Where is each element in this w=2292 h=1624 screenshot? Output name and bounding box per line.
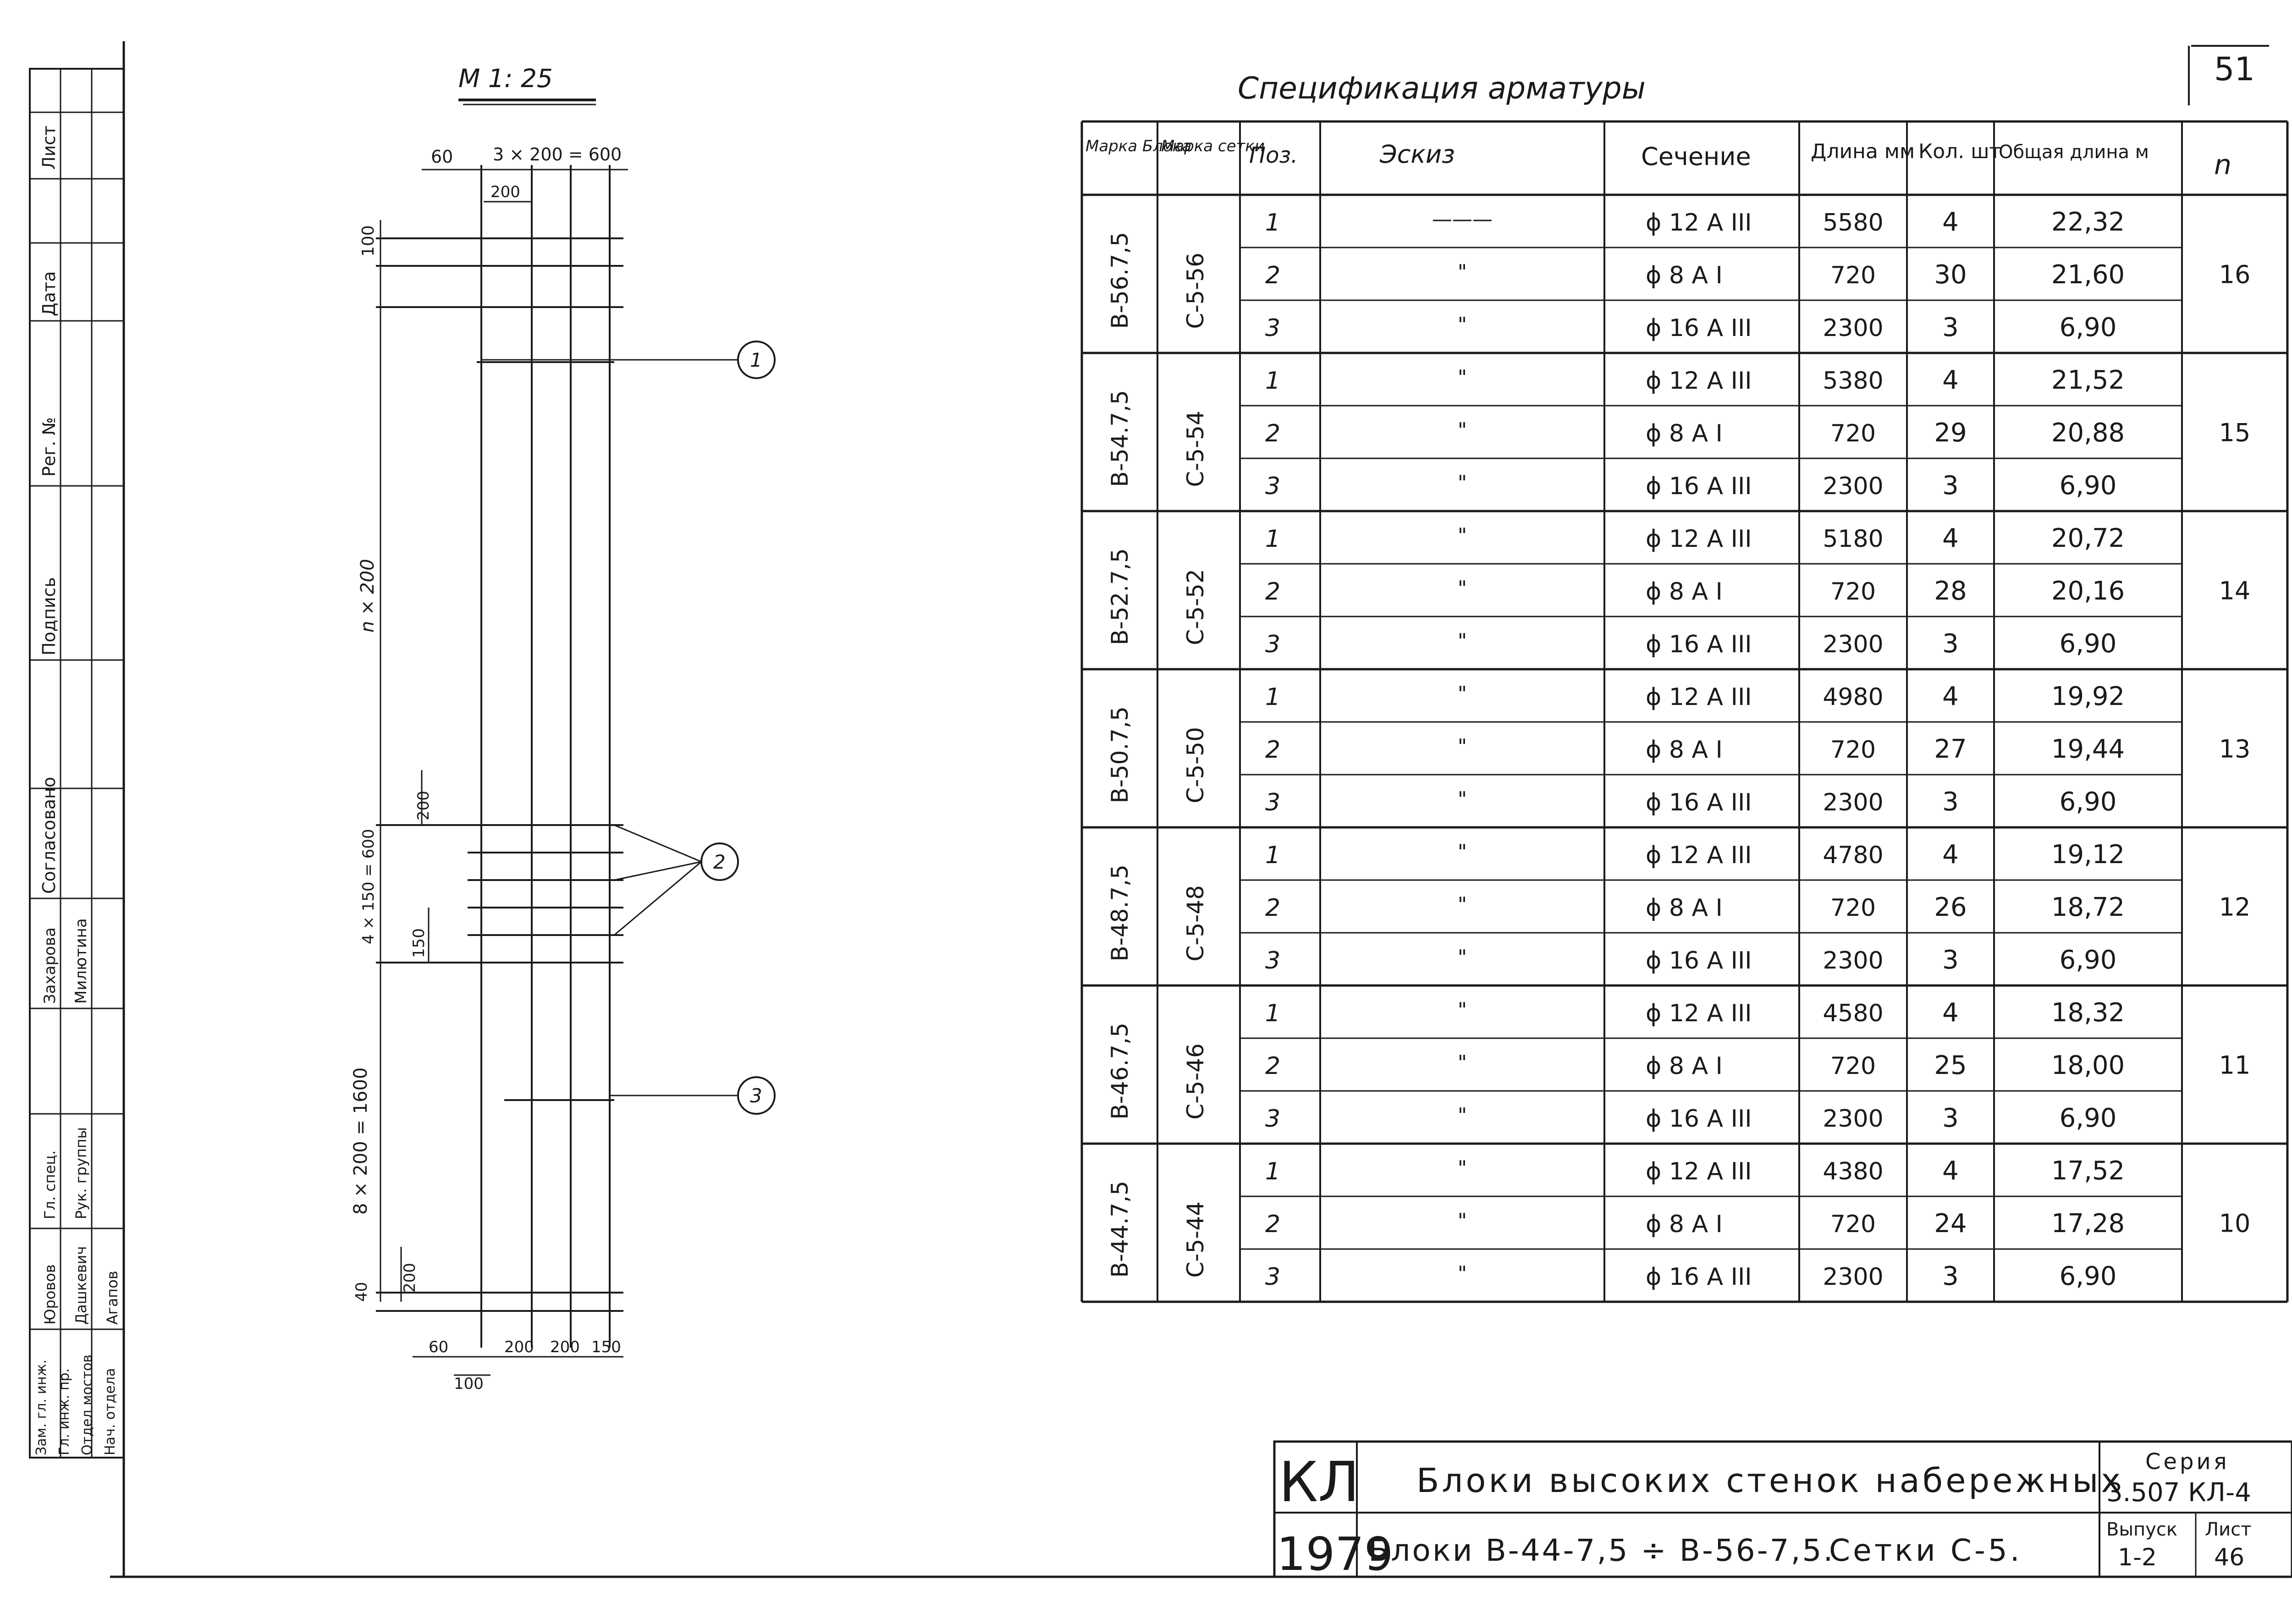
subtitle-left: Блоки В-44-7,5 ÷ В-56-7,5.: [1368, 1533, 1835, 1568]
row-qty: 4: [1942, 523, 1959, 553]
dim-bottom-sub: 100: [454, 1375, 484, 1393]
row-section: ϕ 12 А III: [1646, 367, 1752, 395]
row-qty: 29: [1934, 418, 1967, 448]
row-section: ϕ 12 А III: [1646, 842, 1752, 869]
header-block: Марка Блока: [1085, 137, 1192, 155]
row-qty: 3: [1942, 629, 1959, 659]
row-section: ϕ 8 А I: [1646, 420, 1723, 447]
block-mark: В-44.7,5: [1107, 1181, 1133, 1278]
row-total: 19,12: [2051, 840, 2125, 870]
dim-left-150: 150: [410, 928, 428, 958]
row-qty: 3: [1942, 1103, 1959, 1133]
row-pos: 2: [1265, 262, 1281, 289]
row-pos: 3: [1265, 947, 1281, 974]
stamp-label-sheet: Лист: [39, 125, 59, 170]
row-pos: 3: [1265, 631, 1281, 658]
header-n: n: [2214, 149, 2232, 181]
mesh-mark: С-5-46: [1182, 1043, 1209, 1120]
dim-left-bottom-200: 200: [401, 1263, 419, 1293]
title-block: [1274, 1442, 2292, 1581]
row-qty: 3: [1942, 787, 1959, 817]
dim-top-left: 60: [431, 147, 453, 167]
block-mark: В-56.7,5: [1107, 232, 1133, 329]
row-total: 18,72: [2051, 892, 2125, 922]
row-sketch: ": [1457, 1104, 1467, 1127]
header-mesh: Марка сетки: [1161, 137, 1265, 155]
sheet-label: Лист: [2205, 1519, 2252, 1540]
stamp-name2-b: Милютина: [72, 918, 90, 1004]
row-section: ϕ 16 А III: [1646, 314, 1752, 342]
issue-label: Выпуск: [2106, 1519, 2177, 1540]
row-length: 720: [1830, 1052, 1876, 1080]
row-sketch: ": [1457, 418, 1467, 442]
n-value: 16: [2219, 260, 2251, 289]
row-qty: 26: [1934, 892, 1967, 922]
row-section: ϕ 8 А I: [1646, 894, 1723, 922]
page-number: 51: [2214, 50, 2255, 88]
row-sketch: ": [1457, 998, 1467, 1022]
dim-bottom-2: 200: [504, 1338, 534, 1356]
mesh-drawing: [350, 64, 775, 1393]
row-total: 20,72: [2051, 523, 2125, 553]
header-pos: Поз.: [1249, 143, 1298, 168]
row-qty: 3: [1942, 313, 1959, 342]
row-total: 21,52: [2051, 365, 2125, 395]
series-label: Серия: [2145, 1449, 2230, 1475]
spec-title: Спецификация арматуры: [1238, 71, 1646, 106]
row-length: 720: [1830, 1211, 1876, 1238]
row-sketch: ": [1457, 840, 1467, 864]
stamp-name-b: Дашкевич: [72, 1246, 90, 1325]
row-section: ϕ 12 А III: [1646, 209, 1752, 237]
left-stamp: [30, 69, 124, 1458]
row-sketch: ": [1457, 577, 1467, 600]
row-total: 19,92: [2051, 682, 2125, 711]
row-pos: 3: [1265, 1263, 1281, 1291]
row-section: ϕ 16 А III: [1646, 947, 1752, 974]
row-qty: 3: [1942, 945, 1959, 975]
dim-top-span: 3 × 200 = 600: [493, 144, 622, 165]
row-section: ϕ 8 А I: [1646, 1211, 1723, 1238]
row-pos: 2: [1265, 894, 1281, 922]
row-section: ϕ 8 А I: [1646, 736, 1723, 764]
year: 1979: [1277, 1527, 1394, 1581]
row-length: 720: [1830, 262, 1876, 289]
row-section: ϕ 16 А III: [1646, 631, 1752, 658]
row-section: ϕ 16 А III: [1646, 1105, 1752, 1133]
row-length: 720: [1830, 894, 1876, 922]
row-length: 720: [1830, 736, 1876, 764]
row-length: 2300: [1823, 314, 1884, 342]
stamp-label-date: Дата: [39, 271, 59, 316]
sheet-value: 46: [2214, 1544, 2245, 1571]
block-mark: В-46.7,5: [1107, 1023, 1133, 1120]
issue-value: 1-2: [2118, 1544, 2157, 1571]
n-value: 12: [2219, 892, 2251, 922]
stamp-role2-a: Гл. спец.: [41, 1150, 59, 1219]
row-qty: 4: [1942, 1156, 1959, 1186]
stamp-name-a: Юровов: [41, 1264, 59, 1325]
header-total: Общая длина м: [1999, 142, 2149, 163]
mesh-mark: С-5-56: [1182, 253, 1209, 329]
header-length: Длина мм: [1811, 140, 1915, 163]
row-total: 19,44: [2051, 734, 2125, 764]
row-sketch: ": [1457, 735, 1467, 758]
row-sketch: ": [1457, 1051, 1467, 1074]
block-mark: В-48.7,5: [1107, 864, 1133, 962]
row-length: 5180: [1823, 525, 1884, 553]
row-section: ϕ 16 А III: [1646, 789, 1752, 816]
row-sketch: ": [1457, 471, 1467, 495]
row-qty: 4: [1942, 840, 1959, 870]
row-pos: 2: [1265, 578, 1281, 606]
mesh-mark: С-5-52: [1182, 569, 1209, 645]
org-code: КЛ: [1279, 1451, 1360, 1514]
row-total: 20,16: [2051, 576, 2125, 606]
row-sketch: ": [1457, 1156, 1467, 1180]
dim-top-cell: 200: [490, 183, 520, 201]
row-section: ϕ 8 А I: [1646, 1052, 1723, 1080]
stamp-name-c: Агапов: [104, 1271, 121, 1325]
row-sketch: ": [1457, 1262, 1467, 1285]
row-sketch: ": [1457, 366, 1467, 389]
row-total: 6,90: [2059, 313, 2117, 342]
n-value: 14: [2219, 576, 2251, 606]
row-qty: 4: [1942, 365, 1959, 395]
row-total: 6,90: [2059, 471, 2117, 501]
row-pos: 2: [1265, 420, 1281, 447]
row-total: 17,28: [2051, 1209, 2125, 1239]
block-mark: В-54.7,5: [1107, 390, 1133, 487]
row-length: 2300: [1823, 789, 1884, 816]
dim-left-mid: 4 × 150 = 600: [359, 829, 378, 944]
row-sketch: ———: [1432, 208, 1493, 231]
row-sketch: ": [1457, 787, 1467, 811]
row-length: 4980: [1823, 683, 1884, 711]
row-length: 5380: [1823, 367, 1884, 395]
row-length: 4580: [1823, 1000, 1884, 1027]
n-value: 11: [2219, 1051, 2251, 1080]
main-title: Блоки высоких стенок набережных: [1416, 1461, 2123, 1500]
row-total: 18,32: [2051, 998, 2125, 1028]
stamp-label-reg: Рег. №: [39, 417, 59, 477]
row-total: 6,90: [2059, 787, 2117, 817]
row-total: 20,88: [2051, 418, 2125, 448]
mesh-mark: С-5-50: [1182, 727, 1209, 804]
row-total: 17,52: [2051, 1156, 2125, 1186]
scale-label: М 1: 25: [458, 64, 553, 93]
row-sketch: ": [1457, 893, 1467, 916]
row-length: 2300: [1823, 947, 1884, 974]
dim-left-bottom-small: 40: [353, 1282, 371, 1302]
row-pos: 3: [1265, 473, 1281, 500]
row-pos: 1: [1265, 842, 1281, 869]
row-length: 2300: [1823, 631, 1884, 658]
row-total: 6,90: [2059, 629, 2117, 659]
row-qty: 27: [1934, 734, 1967, 764]
block-mark: В-52.7,5: [1107, 548, 1133, 645]
mesh-mark: С-5-48: [1182, 885, 1209, 962]
callout-2: 2: [713, 851, 726, 873]
stamp-checked-label: Согласовано: [39, 776, 59, 894]
row-length: 2300: [1823, 1105, 1884, 1133]
row-section: ϕ 16 А III: [1646, 1263, 1752, 1291]
mesh-mark: С-5-44: [1182, 1201, 1209, 1278]
dim-left-top: 100: [359, 225, 378, 257]
row-length: 5580: [1823, 209, 1884, 237]
stamp-name2-a: Захарова: [41, 927, 59, 1004]
row-pos: 1: [1265, 525, 1281, 553]
row-pos: 3: [1265, 1105, 1281, 1133]
row-qty: 4: [1942, 682, 1959, 711]
dim-bottom-1: 60: [429, 1338, 449, 1356]
n-value: 10: [2219, 1209, 2251, 1238]
row-pos: 1: [1265, 1000, 1281, 1027]
stamp-role2-b: Рук. группы: [72, 1127, 90, 1219]
row-sketch: ": [1457, 524, 1467, 547]
row-sketch: ": [1457, 1209, 1467, 1233]
row-qty: 3: [1942, 1261, 1959, 1291]
callout-1: 1: [750, 349, 762, 371]
header-qty: Кол. шт: [1918, 140, 2001, 163]
row-total: 18,00: [2051, 1051, 2125, 1080]
dim-left-long: n × 200: [357, 559, 378, 633]
row-total: 6,90: [2059, 1261, 2117, 1291]
row-pos: 3: [1265, 789, 1281, 816]
row-qty: 30: [1934, 260, 1967, 290]
block-mark: В-50.7,5: [1107, 706, 1133, 804]
row-pos: 1: [1265, 683, 1281, 711]
row-section: ϕ 12 А III: [1646, 683, 1752, 711]
row-qty: 4: [1942, 207, 1959, 237]
series-value: 3.507 КЛ-4: [2106, 1478, 2251, 1508]
row-section: ϕ 16 А III: [1646, 473, 1752, 500]
header-section: Сечение: [1641, 142, 1751, 171]
row-length: 2300: [1823, 473, 1884, 500]
row-section: ϕ 12 А III: [1646, 1158, 1752, 1185]
row-qty: 4: [1942, 998, 1959, 1028]
row-section: ϕ 12 А III: [1646, 525, 1752, 553]
row-sketch: ": [1457, 629, 1467, 653]
row-pos: 2: [1265, 1211, 1281, 1238]
dim-bottom-4: 150: [591, 1338, 621, 1356]
row-length: 4780: [1823, 842, 1884, 869]
row-length: 4380: [1823, 1158, 1884, 1185]
row-length: 720: [1830, 578, 1876, 606]
stamp-role-a: Зам. гл. инж.: [33, 1359, 50, 1455]
row-sketch: ": [1457, 260, 1467, 284]
row-length: 720: [1830, 420, 1876, 447]
callout-3: 3: [750, 1085, 762, 1107]
row-pos: 3: [1265, 314, 1281, 342]
dim-bottom-3: 200: [550, 1338, 580, 1356]
header-sketch: Эскиз: [1380, 140, 1455, 169]
row-qty: 28: [1934, 576, 1967, 606]
row-pos: 1: [1265, 209, 1281, 237]
stamp-role-b: Гл. инж. пр.: [56, 1368, 72, 1455]
n-value: 15: [2219, 418, 2251, 447]
dim-left-200: 200: [414, 791, 433, 820]
row-total: 22,32: [2051, 207, 2125, 237]
mesh-mark: С-5-54: [1182, 411, 1209, 487]
row-sketch: ": [1457, 946, 1467, 969]
row-section: ϕ 8 А I: [1646, 262, 1723, 289]
row-qty: 24: [1934, 1209, 1967, 1239]
row-pos: 1: [1265, 1158, 1281, 1185]
n-value: 13: [2219, 734, 2251, 764]
row-total: 21,60: [2051, 260, 2125, 290]
dim-left-lower: 8 × 200 = 1600: [350, 1067, 371, 1215]
row-sketch: ": [1457, 313, 1467, 336]
row-pos: 2: [1265, 1052, 1281, 1080]
row-section: ϕ 12 А III: [1646, 1000, 1752, 1027]
row-qty: 25: [1934, 1051, 1967, 1080]
row-pos: 1: [1265, 367, 1281, 395]
row-sketch: ": [1457, 682, 1467, 705]
row-length: 2300: [1823, 1263, 1884, 1291]
stamp-role-c: Отдел мостов: [79, 1354, 95, 1455]
subtitle-right: Сетки С-5.: [1829, 1533, 2022, 1568]
stamp-label-sign: Подпись: [39, 577, 59, 655]
row-total: 6,90: [2059, 1103, 2117, 1133]
row-qty: 3: [1942, 471, 1959, 501]
stamp-role-d: Нач. отдела: [102, 1368, 118, 1455]
spec-table: [1082, 121, 2287, 1302]
row-pos: 2: [1265, 736, 1281, 764]
row-section: ϕ 8 А I: [1646, 578, 1723, 606]
row-total: 6,90: [2059, 945, 2117, 975]
